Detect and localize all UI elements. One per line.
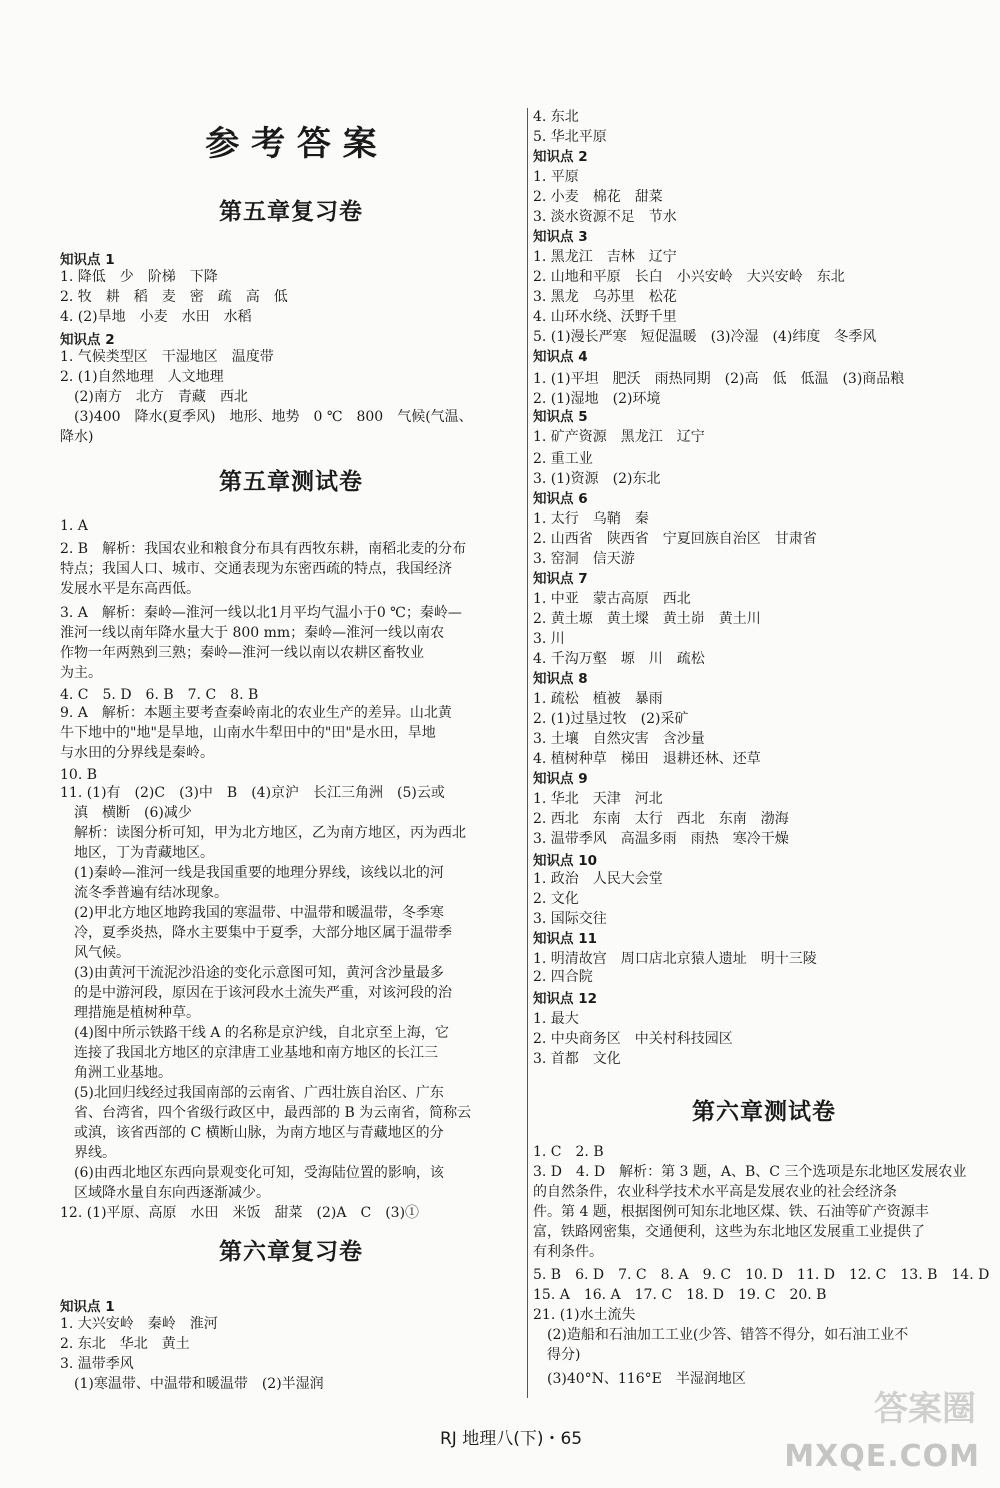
answer-line: 界线。 <box>60 1145 116 1161</box>
knowledge-point-label: 知识点 2 <box>60 332 115 348</box>
page-footer: RJ 地理八(下)・65 <box>440 1429 583 1449</box>
answer-line: 2. 四合院 <box>533 969 593 985</box>
answer-line: 2. (1)过垦过牧 (2)采矿 <box>533 711 689 727</box>
knowledge-point-label: 知识点 1 <box>60 1299 115 1315</box>
answer-line: 淮河一线以南年降水量大于 800 mm；秦岭—淮河一线以南农 <box>60 625 445 641</box>
answer-line: 3. 温带季风 <box>60 1356 134 1372</box>
answer-line: 10. B <box>60 767 98 783</box>
answer-line: (5)北回归线经过我国南部的云南省、广西壮族自治区、广东 <box>60 1085 444 1101</box>
answer-line: 4. C 5. D 6. B 7. C 8. B <box>60 687 259 703</box>
answer-line: 2. 小麦 棉花 甜菜 <box>533 189 663 205</box>
answer-line: 5. (1)漫长严寒 短促温暖 (3)冷湿 (4)纬度 冬季风 <box>533 329 877 345</box>
answer-line: 4. 植树种草 梯田 退耕还林、还草 <box>533 751 761 767</box>
answer-line: 或滇，该省西部的 C 横断山脉，为南方地区与青藏地区的分 <box>60 1125 444 1141</box>
answer-line: 2. 山西省 陕西省 宁夏回族自治区 甘肃省 <box>533 531 817 547</box>
answer-line: 1. 中亚 蒙古高原 西北 <box>533 591 691 607</box>
answer-line: 3. 国际交往 <box>533 911 607 927</box>
answer-line: (2)南方 北方 青藏 西北 <box>60 389 248 405</box>
answer-line: 1. 平原 <box>533 169 579 185</box>
answer-line: 得分) <box>533 1347 581 1363</box>
answer-line: 3. 川 <box>533 631 565 647</box>
answer-line: 2. 西北 东南 太行 西北 东南 渤海 <box>533 811 789 827</box>
answer-line: (3)由黄河干流泥沙沿途的变化示意图可知，黄河含沙量最多 <box>60 965 444 981</box>
answer-line: 9. A 解析：本题主要考查秦岭南北的农业生产的差异。山北黄 <box>60 705 452 721</box>
answer-line: 1. 明清故宫 周口店北京猿人遗址 明十三陵 <box>533 951 817 967</box>
answer-line: 风气候。 <box>60 945 130 961</box>
answer-line: 1. (1)平坦 肥沃 雨热同期 (2)高 低 低温 (3)商品粮 <box>533 371 905 387</box>
answer-line: 1. 矿产资源 黑龙江 辽宁 <box>533 429 705 445</box>
answer-line: 5. 华北平原 <box>533 129 607 145</box>
answer-line: 3. A 解析：秦岭—淮河一线以北1月平均气温小于0 ℃；秦岭— <box>60 605 462 621</box>
answer-line: 1. A <box>60 518 88 534</box>
answer-line: 区域降水量自东向西逐渐减少。 <box>60 1185 270 1201</box>
answer-line: 牛下地中的"地"是旱地，山南水牛犁田中的"田"是水田，旱地 <box>60 725 436 741</box>
knowledge-point-label: 知识点 9 <box>533 771 588 787</box>
page-title: 参 考 答 案 <box>205 124 377 164</box>
watermark-logo: 答案圈 <box>874 1389 976 1429</box>
answer-line: 1. 政治 人民大会堂 <box>533 871 663 887</box>
answer-line: 解析：读图分析可知，甲为北方地区，乙为南方地区，丙为西北 <box>60 825 466 841</box>
answer-line: 有利条件。 <box>533 1244 603 1260</box>
answer-line: 12. (1)平原、高原 水田 米饭 甜菜 (2)A C (3)① <box>60 1205 420 1221</box>
section-heading: 第五章复习卷 <box>219 199 363 225</box>
section-heading: 第六章测试卷 <box>692 1099 836 1125</box>
answer-line: 特点；我国人口、城市、交通表现为东密西疏的特点，我国经济 <box>60 561 452 577</box>
answer-line: 2. 中央商务区 中关村科技园区 <box>533 1031 733 1047</box>
answer-line: 2. 黄土塬 黄土墚 黄土峁 黄土川 <box>533 611 761 627</box>
knowledge-point-label: 知识点 12 <box>533 991 597 1007</box>
answer-line: 作物一年两熟到三熟；秦岭—淮河一线以南以农耕区畜牧业 <box>60 645 424 661</box>
answer-line: 为主。 <box>60 665 102 681</box>
answer-line: 5. B 6. D 7. C 8. A 9. C 10. D 11. D 12. C 13. B 14. D <box>533 1267 990 1283</box>
answer-line: 滇 横断 (6)减少 <box>60 805 192 821</box>
section-heading: 第五章测试卷 <box>219 469 363 495</box>
answer-line: 4. (2)旱地 小麦 水田 水稻 <box>60 309 252 325</box>
answer-line: 冷，夏季炎热，降水主要集中于夏季，大部分地区属于温带季 <box>60 925 452 941</box>
section-heading: 第六章复习卷 <box>219 1239 363 1265</box>
answer-line: 1. 大兴安岭 秦岭 淮河 <box>60 1316 218 1332</box>
answer-line: (2)造船和石油加工工业(少答、错答不得分，如石油工业不 <box>533 1327 909 1343</box>
answer-line: 3. 土壤 自然灾害 含沙量 <box>533 731 705 747</box>
answer-line: 的是中游河段，原因在于该河段水土流失严重，对该河段的治 <box>60 985 452 1001</box>
answer-line: (3)400 降水(夏季风) 地形、地势 0 ℃ 800 气候(气温、 <box>60 409 473 425</box>
answer-line: 1. 降低 少 阶梯 下降 <box>60 269 218 285</box>
answer-line: (1)秦岭—淮河一线是我国重要的地理分界线，该线以北的河 <box>60 865 444 881</box>
answer-line: 3. 窑洞 信天游 <box>533 551 635 567</box>
answer-line: 3. 首都 文化 <box>533 1051 621 1067</box>
answer-line: 降水) <box>60 429 94 445</box>
answer-line: (4)图中所示铁路干线 A 的名称是京沪线，自北京至上海，它 <box>60 1025 449 1041</box>
knowledge-point-label: 知识点 6 <box>533 491 588 507</box>
answer-line: 角洲工业基地。 <box>60 1065 172 1081</box>
knowledge-point-label: 知识点 2 <box>533 149 588 165</box>
answer-line: 11. (1)有 (2)C (3)中 B (4)京沪 长江三角洲 (5)云或 <box>60 785 445 801</box>
answer-line: 连接了我国北方地区的京津唐工业基地和南方地区的长江三 <box>60 1045 438 1061</box>
answer-line: 2. (1)湿地 (2)环境 <box>533 391 661 407</box>
answer-line: 4. 千沟万壑 塬 川 疏松 <box>533 651 705 667</box>
column-divider <box>527 108 528 1398</box>
answer-line: 1. 最大 <box>533 1011 579 1027</box>
answer-line: 2. 东北 华北 黄土 <box>60 1336 190 1352</box>
answer-line: 件。第 4 题，根据图例可知东北地区煤、铁、石油等矿产资源丰 <box>533 1204 929 1220</box>
answer-line: 流冬季普遍有结冰现象。 <box>60 885 228 901</box>
knowledge-point-label: 知识点 4 <box>533 349 588 365</box>
answer-line: 发展水平是东高西低。 <box>60 581 200 597</box>
answer-line: (2)甲北方地区地跨我国的寒温带、中温带和暖温带，冬季寒 <box>60 905 444 921</box>
answer-line: 2. (1)自然地理 人文地理 <box>60 369 224 385</box>
answer-line: 1. 黑龙江 吉林 辽宁 <box>533 249 677 265</box>
answer-line: 地区，丁为青藏地区。 <box>60 845 214 861</box>
answer-line: 3. 黑龙 乌苏里 松花 <box>533 289 677 305</box>
answer-line: 2. 牧 耕 稻 麦 密 疏 高 低 <box>60 289 288 305</box>
knowledge-point-label: 知识点 11 <box>533 931 597 947</box>
answer-line: 1. 华北 天津 河北 <box>533 791 663 807</box>
answer-line: 4. 山环水绕、沃野千里 <box>533 309 677 325</box>
answer-line: (1)寒温带、中温带和暖温带 (2)半湿润 <box>60 1376 324 1392</box>
answer-line: 理措施是植树种草。 <box>60 1005 200 1021</box>
answer-line: 3. 淡水资源不足 节水 <box>533 209 677 225</box>
answer-line: 2. 重工业 <box>533 451 593 467</box>
answer-line: 2. B 解析：我国农业和粮食分布具有西牧东耕，南稻北麦的分布 <box>60 541 467 557</box>
answer-line: 3. D 4. D 解析：第 3 题，A、B、C 三个选项是东北地区发展农业 <box>533 1164 967 1180</box>
answer-line: 15. A 16. A 17. C 18. D 19. C 20. B <box>533 1287 827 1303</box>
answer-line: 1. 气候类型区 干湿地区 温度带 <box>60 349 274 365</box>
watermark-site: MXQE.COM <box>784 1439 980 1474</box>
answer-line: 富，铁路网密集，交通便利，这些为东北地区发展重工业提供了 <box>533 1224 925 1240</box>
answer-line: 与水田的分界线是秦岭。 <box>60 745 214 761</box>
answer-line: 21. (1)水土流失 <box>533 1307 636 1323</box>
answer-line: 的自然条件，农业科学技术水平高是发展农业的社会经济条 <box>533 1184 897 1200</box>
answer-line: 1. 太行 乌鞘 秦 <box>533 511 649 527</box>
answer-line: 1. 疏松 植被 暴雨 <box>533 691 663 707</box>
answer-line: 3. (1)资源 (2)东北 <box>533 471 661 487</box>
knowledge-point-label: 知识点 5 <box>533 409 588 425</box>
answer-line: 4. 东北 <box>533 109 579 125</box>
answer-line: 2. 山地和平原 长白 小兴安岭 大兴安岭 东北 <box>533 269 845 285</box>
answer-line: 1. C 2. B <box>533 1144 604 1160</box>
answer-line: 3. 温带季风 高温多雨 雨热 寒冷干燥 <box>533 831 789 847</box>
knowledge-point-label: 知识点 8 <box>533 671 588 687</box>
answer-line: 省、台湾省，四个省级行政区中，最西部的 B 为云南省，简称云 <box>60 1105 472 1121</box>
knowledge-point-label: 知识点 1 <box>60 252 115 268</box>
answer-line: (3)40°N、116°E 半湿润地区 <box>533 1371 746 1387</box>
knowledge-point-label: 知识点 10 <box>533 853 597 869</box>
knowledge-point-label: 知识点 3 <box>533 229 588 245</box>
answer-line: 2. 文化 <box>533 891 579 907</box>
knowledge-point-label: 知识点 7 <box>533 571 588 587</box>
answer-line: (6)由西北地区东西向景观变化可知，受海陆位置的影响，该 <box>60 1165 444 1181</box>
